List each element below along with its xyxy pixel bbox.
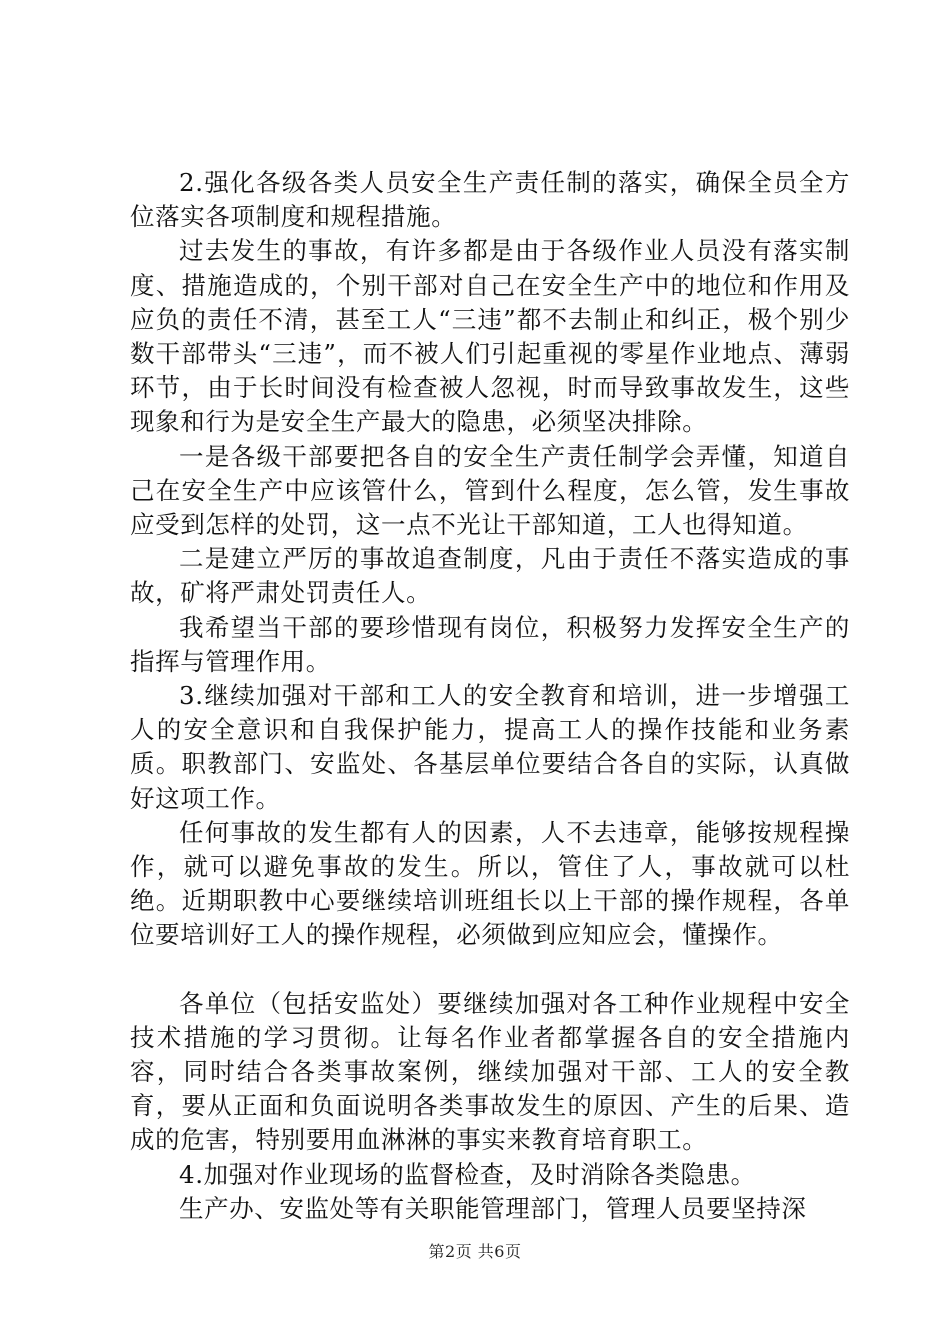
paragraph-human-factor: 任何事故的发生都有人的因素，人不去违章，能够按规程操作，就可以避免事故的发生。所以，管住了人，事故就可以杜绝。近期职教中心要继续培训班组长以上干部的操作规程，各单位要培训好工人的操作规程，必须做到应知应会，懂操作。: [130, 817, 850, 950]
paragraph-past-accidents: 过去发生的事故，有许多都是由于各级作业人员没有落实制度、措施造成的，个别干部对自己在安全生产中的地位和作用及应负的责任不清，甚至工人“三违”都不去制止和纠正，极个别少数干部带头“三违”，而不被人们引起重视的零星作业地点、薄弱环节，由于长时间没有检查被人忽视，时而导致事故发生，这些现象和行为是安全生产最大的隐患，必须坚决排除。: [130, 236, 850, 437]
page-number-label: 第2页 共6页: [428, 1242, 522, 1261]
paragraph-point-one: 一是各级干部要把各自的安全生产责任制学会弄懂，知道自己在安全生产中应该管什么，管到什么程度，怎么管，发生事故应受到怎样的处罚，这一点不光让干部知道，工人也得知道。: [130, 441, 850, 540]
paragraph-unit-measures: 各单位（包括安监处）要继续加强对各工种作业规程中安全技术措施的学习贯彻。让每名作业者都掌握各自的安全措施内容，同时结合各类事故案例，继续加强对干部、工人的安全教育，要从正面和负面说明各类事故发生的原因、产生的后果、造成的危害，特别要用血淋淋的事实来教育培育职工。: [130, 988, 850, 1155]
paragraph-section-2-heading: 2.强化各级各类人员安全生产责任制的落实，确保全员全方位落实各项制度和规程措施。: [130, 168, 850, 232]
paragraph-section-3-heading: 3.继续加强对干部和工人的安全教育和培训，进一步增强工人的安全意识和自我保护能力，提高工人的操作技能和业务素质。职教部门、安监处、各基层单位要结合各自的实际，认真做好这项工作。: [130, 681, 850, 813]
paragraph-point-two: 二是建立严厉的事故追查制度，凡由于责任不落实造成的事故，矿将严肃处罚责任人。: [130, 544, 850, 608]
page-footer: [0, 1239, 950, 1262]
paragraph-section-4-heading: 4.加强对作业现场的监督检查，及时消除各类隐患。: [179, 1159, 756, 1189]
document-body: [130, 166, 850, 1226]
paragraph-cadre-hope: 我希望当干部的要珍惜现有岗位，积极努力发挥安全生产的指挥与管理作用。: [130, 612, 850, 676]
paragraph-management-departments: 生产办、安监处等有关职能管理部门，管理人员要坚持深: [179, 1193, 807, 1223]
